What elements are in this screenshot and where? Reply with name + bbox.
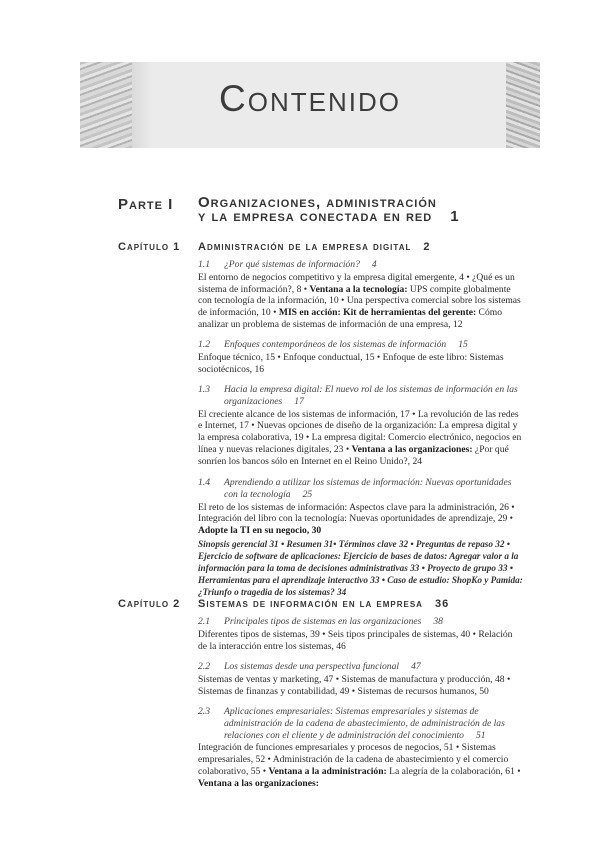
chapter-title-text: Administración de la empresa digital (198, 241, 412, 253)
section-title-text: Principales tipos de sistemas en las organizaciones (224, 616, 422, 627)
part-title-line1: Organizaciones, administración (198, 194, 437, 211)
feature-label: Ventana a la administración: (268, 765, 387, 777)
topic-text: UPS compite globalmente con tecnología de la información, 10 • Una perspectiva comercial sobre los sistemas de información, 10 • (198, 283, 521, 319)
part-label: Parte I (118, 196, 174, 213)
section-title-text: Enfoques contemporáneos de los sistemas de información (224, 339, 447, 350)
feature-label: Ventana a las organizaciones: (198, 777, 319, 789)
topic-text: Diferentes tipos de sistemas, 39 • Seis tipos principales de sistemas, 40 • Relación de la interacción entre los sistemas, 46 (198, 628, 513, 652)
chapter-page: 36 (434, 598, 450, 610)
topic-text: Enfoque técnico, 15 • Enfoque conductual, 15 • Enfoque de este libro: Sistemas sociotécnicos, 16 (198, 351, 504, 375)
topic-text: La alegría de la colaboración, 61 • (386, 765, 521, 777)
section-number: 2.3 (198, 706, 210, 717)
chapter-title-text: Sistemas de información en la empresa (198, 598, 423, 610)
chapter-label: Capítulo 2 (118, 598, 181, 610)
section-page: 47 (411, 661, 421, 672)
topic-text: ¿Por qué sonríen los bancos sólo en Internet en el Reino Unido?, 24 (198, 443, 509, 467)
section-title (198, 259, 523, 271)
section-number: 1.4 (198, 477, 210, 488)
section-page: 51 (475, 729, 486, 741)
part-title (198, 196, 538, 224)
toc-section (198, 616, 523, 652)
section-title-text: Aplicaciones empresariales: Sistemas empresariales y sistemas de administración de la cadena de abastecimiento, de administración de las relaciones con el cliente y de administración del conocimiento (224, 706, 505, 741)
section-title-text: ¿Por qué sistemas de información? (224, 259, 360, 270)
section-topics (198, 742, 523, 789)
section-topics (198, 272, 523, 331)
topic-text: Sistemas de ventas y marketing, 47 • Sistemas de manufactura y producción, 48 • Sistemas de finanzas y contabilidad, 49 • Sistemas de recursos humanos, 50 (198, 673, 511, 697)
topic-text: El creciente alcance de los sistemas de información, 17 • La revolución de las redes e Internet, 17 • Nuevas opciones de diseño de la organización: La empresa digital y la empresa colaborativa, 19 • La empresa digital: Comercio electrónico, negocios en línea y nuevas relaciones digitales, 23 • (198, 408, 522, 455)
feature-label: Ventana a la tecnología: (309, 283, 408, 295)
section-title (198, 661, 523, 673)
toc-section (198, 339, 523, 375)
toc-section (198, 706, 523, 790)
section-number: 1.2 (198, 339, 210, 350)
section-title-text: Aprendiendo a utilizar los sistemas de información: Nuevas oportunidades con la tecnología (224, 477, 512, 500)
title-banner (80, 62, 540, 148)
section-title (198, 477, 523, 501)
section-title-text: Los sistemas desde una perspectiva funcional (224, 661, 400, 672)
topic-text: El reto de los sistemas de información: Aspectos clave para la administración, 26 • Integración del libro con la tecnología: Nuevas oportunidades de aprendizaje, 29 • (198, 501, 515, 525)
page-title: Contenido (219, 78, 401, 119)
section-topics (198, 409, 523, 468)
part-page: 1 (450, 208, 460, 225)
section-number: 1.1 (198, 259, 210, 270)
section-page: 25 (302, 488, 313, 500)
section-title (198, 706, 523, 741)
section-topics (198, 629, 523, 653)
toc-section (198, 661, 523, 697)
toc-section (198, 477, 523, 537)
part-title-line2: y la empresa conectada en red (198, 208, 433, 225)
chapter-title (198, 241, 430, 253)
section-number: 2.2 (198, 661, 210, 672)
chapter-page: 2 (423, 241, 431, 253)
section-page: 38 (433, 616, 443, 627)
section-title (198, 384, 523, 408)
section-number: 1.3 (198, 384, 210, 395)
chapter-title (198, 598, 449, 610)
section-title-text: Hacia la empresa digital: El nuevo rol de los sistemas de información en las organizaciones (224, 384, 518, 407)
chapter-summary: Sinopsis gerencial 31 • Resumen 31• Términos clave 32 • Preguntas de repaso 32 • Ejercicio de software de aplicaciones: Ejercicio de bases de datos: Agregar valor a la información para la toma de decisiones administrativas 33 • Proyecto de grupo 33 • Herramientas para el aprendizaje interactivo 33 • Caso de estudio: ShopKo y Pamida: ¿Triunfo o tragedia de los sistemas? 34 (198, 539, 523, 597)
section-page: 17 (294, 395, 304, 407)
topic-text: Cómo analizar un problema de sistemas de información de una empresa, 12 (198, 307, 503, 330)
feature-label: MIS en acción: Kit de herramientas del gerente: (278, 307, 477, 319)
section-page: 4 (371, 259, 377, 270)
section-title (198, 616, 523, 628)
toc-section (198, 384, 523, 468)
section-topics (198, 502, 523, 537)
topic-text: Integración de funciones empresariales y procesos de negocios, 51 • Sistemas empresariales, 52 • Administración de la cadena de abastecimiento y el comercio colaborativo, 55 • (198, 742, 509, 777)
feature-label: Adopte la TI en su negocio, 30 (198, 525, 322, 537)
toc-section (198, 259, 523, 331)
feature-label: Ventana a las organizaciones: (351, 443, 473, 455)
section-topics (198, 674, 523, 698)
topic-text: El entorno de negocios competitivo y la empresa digital emergente, 4 • ¿Qué es un sistema de información?, 8 • (198, 271, 515, 295)
section-topics (198, 352, 523, 376)
chapter-label: Capítulo 1 (118, 241, 181, 253)
section-title (198, 339, 523, 351)
section-page: 15 (458, 339, 468, 350)
section-number: 2.1 (198, 616, 210, 627)
